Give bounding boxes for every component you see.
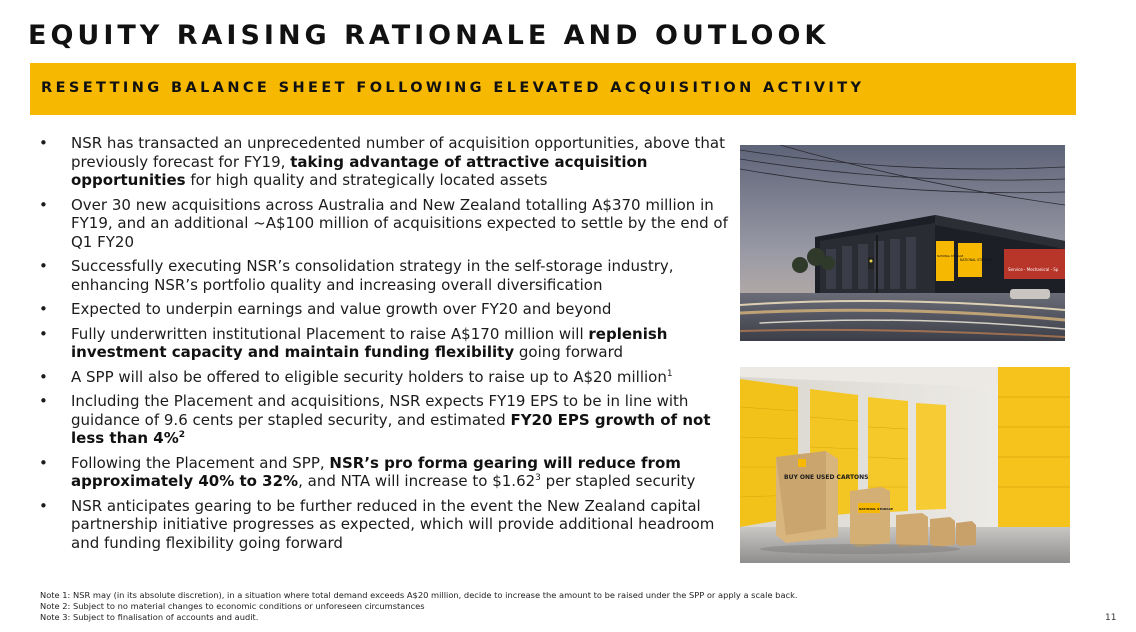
shop-sign-text: Service - Mechanical - Sp: [1008, 267, 1059, 272]
storage-facility-photo: [740, 145, 1065, 341]
footnote: Note 1: NSR may (in its absolute discretion), in a situation where total demand exceeds A$20 million, decide to increase the amount to be raised under the SPP or apply a scale back.: [40, 590, 798, 600]
subtitle-banner: [30, 63, 1076, 115]
box-print: BUY ONE USED CARTONS: [784, 474, 869, 481]
bullet-item: • Following the Placement and SPP, NSR’s pro forma gearing will reduce from approximately 40% to 32%, and NTA will increase to $1.62$^3$ per stapled security: [30, 454, 730, 491]
bullet-list: [30, 134, 730, 558]
bullet-item: • NSR has transacted an unprecedented number of acquisition opportunities, above that previously forecast for FY19, taking advantage of attractive acquisition opportunities for high quality and strategically located assets: [30, 134, 730, 190]
footnote-ref: 3: [535, 473, 541, 483]
footnote-ref: 2: [178, 430, 185, 440]
bullet-item: • NSR anticipates gearing to be further reduced in the event the New Zealand capital partnership initiative progresses as expected, which will provide additional headroom and funding flexibility going forward: [30, 497, 730, 553]
footnote-ref: 1: [666, 368, 673, 379]
bullet-item: • A SPP will also be offered to eligible security holders to raise up to A$20 million$^1$: [30, 368, 730, 387]
footnote: Note 2: Subject to no material changes to economic conditions or unforeseen circumstances: [40, 601, 425, 611]
page-title: EQUITY RAISING RATIONALE AND OUTLOOK: [28, 20, 830, 51]
footnote: Note 3: Subject to finalisation of accounts and audit.: [40, 612, 259, 622]
bullet-item: • Including the Placement and acquisitions, NSR expects FY19 EPS to be in line with guidance of 9.6 cents per stapled security, and estimated FY20 EPS growth of not less than 4%$^2$: [30, 392, 730, 448]
building-sign-text: NATIONAL STORAGE: [960, 258, 993, 262]
storage-boxes-photo: [740, 367, 1070, 563]
bullet-item: • Fully underwritten institutional Placement to raise A$170 million will replenish investment capacity and maintain funding flexibility going forward: [30, 325, 730, 362]
bullet-item: • Expected to underpin earnings and value growth over FY20 and beyond: [30, 300, 730, 319]
bullet-item: • Over 30 new acquisitions across Australia and New Zealand totalling A$370 million in FY19, and an additional ~A$100 million of acquisitions expected to settle by the end of Q1 FY20: [30, 196, 730, 252]
page-number: 11: [1105, 613, 1117, 623]
footnotes: [40, 590, 1040, 623]
banner-text: RESETTING BALANCE SHEET FOLLOWING ELEVATED ACQUISITION ACTIVITY: [41, 80, 865, 96]
box-print: NATIONAL STORAGE: [859, 507, 894, 511]
building-sign-text: NATIONAL STORAGE: [937, 255, 964, 258]
bullet-item: • Successfully executing NSR’s consolidation strategy in the self-storage industry, enhancing NSR’s portfolio quality and increasing overall diversification: [30, 257, 730, 294]
